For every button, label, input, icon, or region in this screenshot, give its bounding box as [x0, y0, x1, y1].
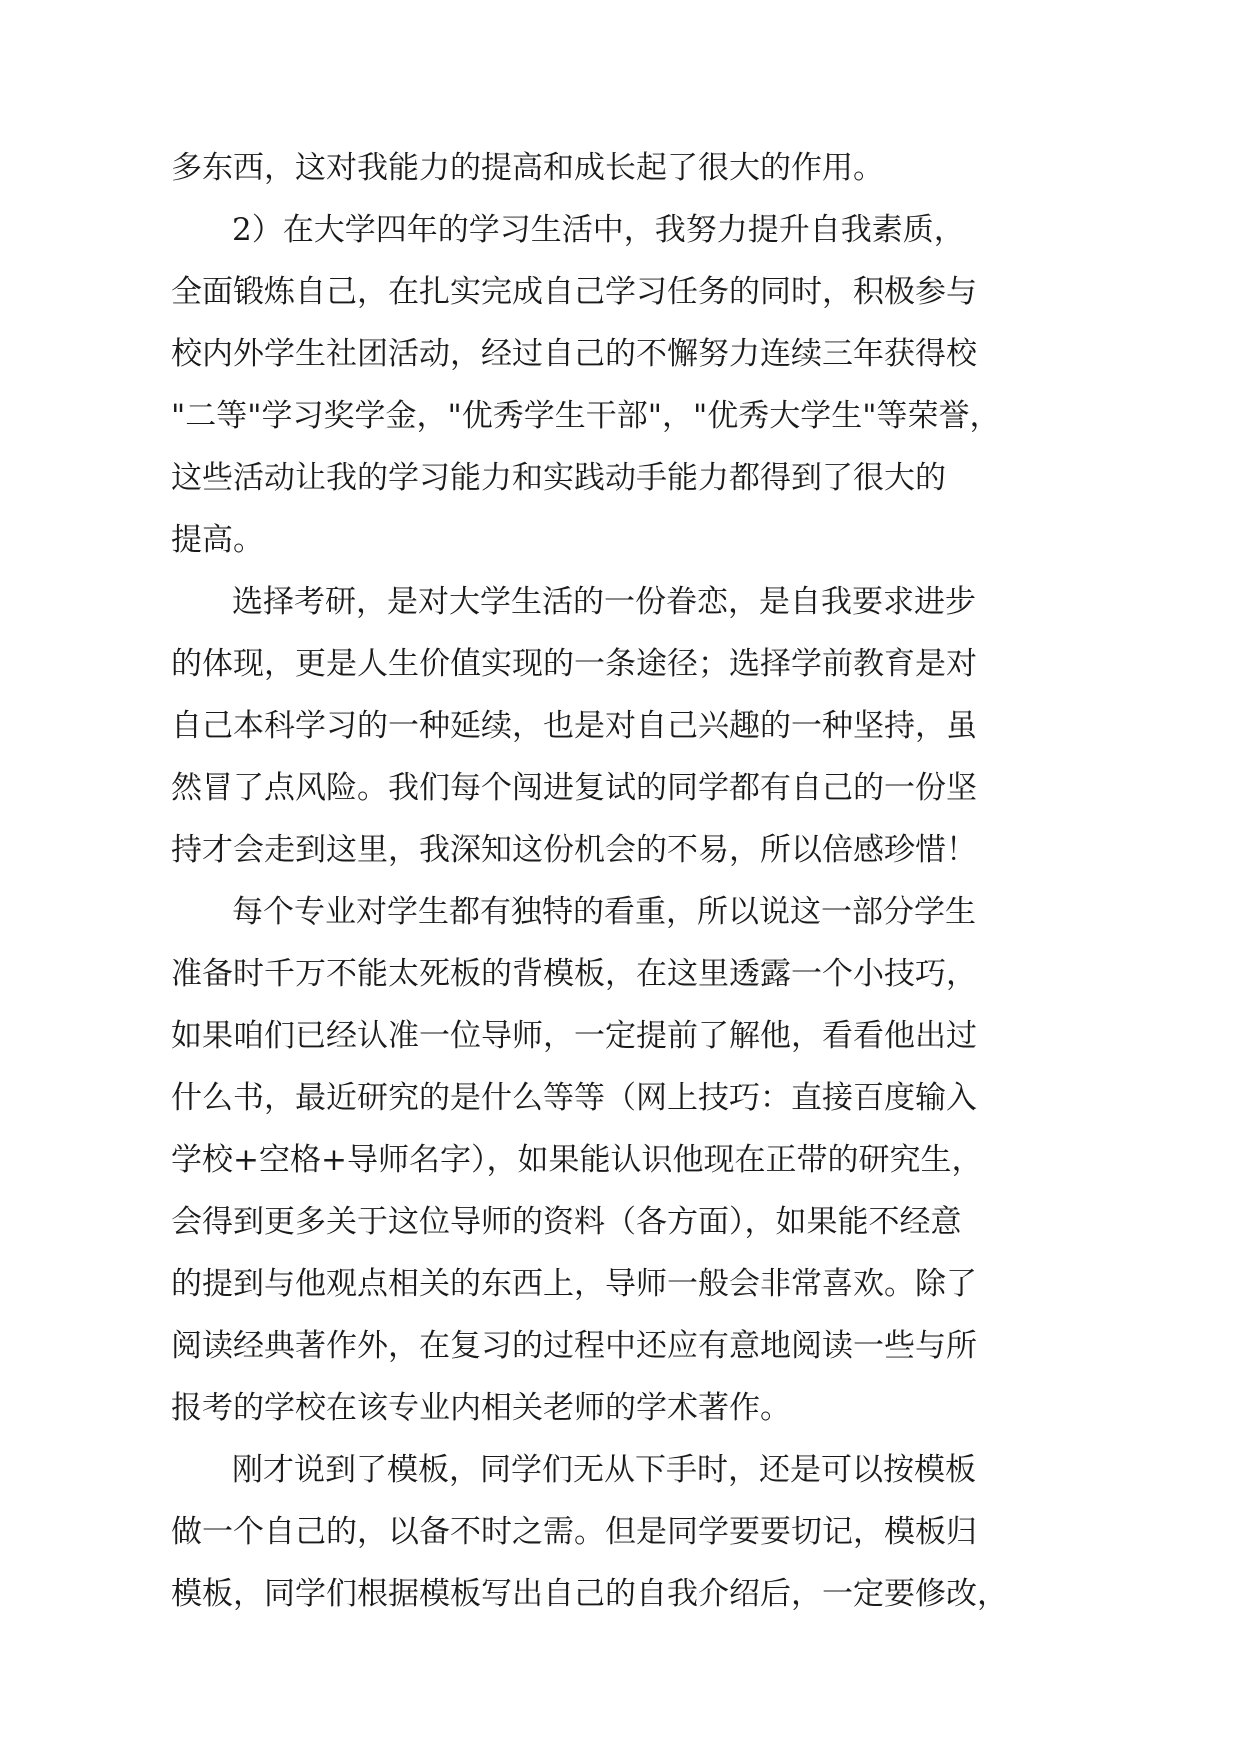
text-line: 学校+空格+导师名字），如果能认识他现在正带的研究生， [171, 1142, 983, 1178]
text-line: 然冒了点风险。我们每个闯进复试的同学都有自己的一份坚 [171, 770, 977, 806]
text-line: 持才会走到这里，我深知这份机会的不易，所以倍感珍惜！ [171, 832, 977, 868]
text-line: "二等"学习奖学金，"优秀学生干部"，"优秀大学生"等荣誉， [171, 398, 1001, 434]
text-line: 提高。 [171, 522, 264, 558]
text-line: 的体现，更是人生价值实现的一条途径；选择学前教育是对 [171, 646, 977, 682]
text-line: 2）在大学四年的学习生活中，我努力提升自我素质， [232, 212, 965, 248]
text-line: 如果咱们已经认准一位导师，一定提前了解他，看看他出过 [171, 1018, 977, 1054]
text-line: 的提到与他观点相关的东西上，导师一般会非常喜欢。除了 [171, 1266, 977, 1302]
text-line: 会得到更多关于这位导师的资料（各方面），如果能不经意 [171, 1204, 962, 1240]
text-line: 多东西，这对我能力的提高和成长起了很大的作用。 [171, 150, 884, 186]
text-line: 自己本科学习的一种延续，也是对自己兴趣的一种坚持，虽 [171, 708, 977, 744]
text-line: 报考的学校在该专业内相关老师的学术著作。 [171, 1390, 791, 1426]
text-line: 选择考研，是对大学生活的一份眷恋，是自我要求进步 [232, 584, 976, 620]
text-line: 全面锻炼自己，在扎实完成自己学习任务的同时，积极参与 [171, 274, 977, 310]
text-line: 模板，同学们根据模板写出自己的自我介绍后，一定要修改， [171, 1576, 1008, 1612]
text-line: 阅读经典著作外，在复习的过程中还应有意地阅读一些与所 [171, 1328, 977, 1364]
text-line: 准备时千万不能太死板的背模板，在这里透露一个小技巧， [171, 956, 977, 992]
text-line: 刚才说到了模板，同学们无从下手时，还是可以按模板 [232, 1452, 976, 1488]
text-line: 做一个自己的，以备不时之需。但是同学要要切记，模板归 [171, 1514, 977, 1550]
text-line: 这些活动让我的学习能力和实践动手能力都得到了很大的 [171, 460, 946, 496]
text-line: 校内外学生社团活动，经过自己的不懈努力连续三年获得校 [171, 336, 977, 372]
text-line: 什么书，最近研究的是什么等等（网上技巧：直接百度输入 [171, 1080, 977, 1116]
text-line: 每个专业对学生都有独特的看重，所以说这一部分学生 [232, 894, 976, 930]
